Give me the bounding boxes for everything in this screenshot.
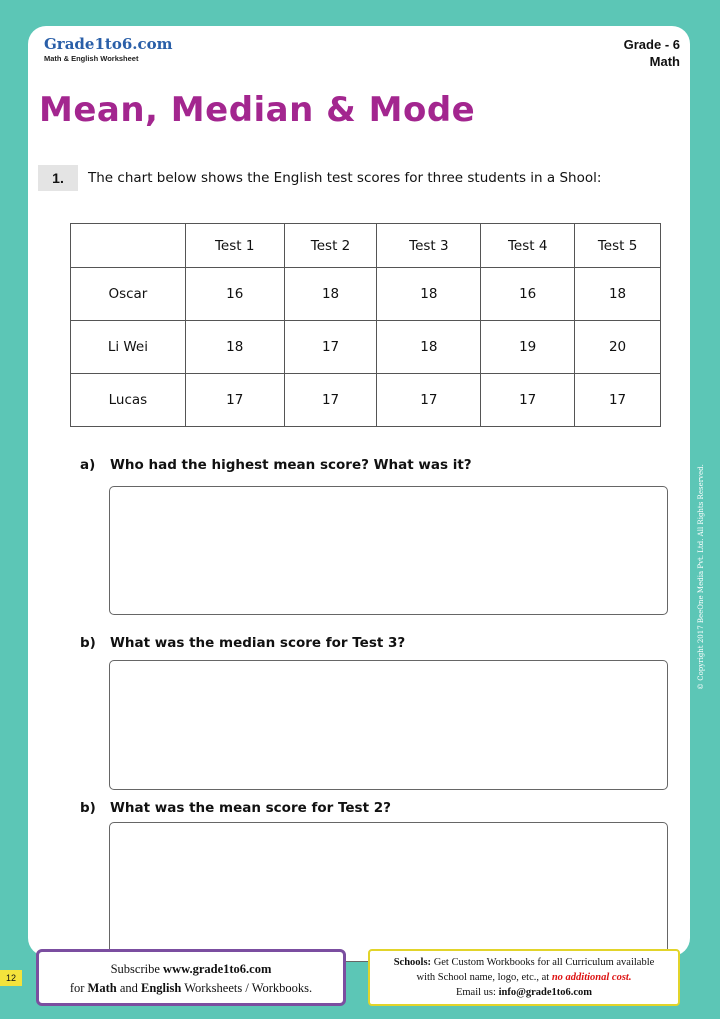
score-cell: 17 bbox=[284, 321, 377, 374]
subscribe-rest: Worksheets / Workbooks. bbox=[181, 981, 313, 995]
table-row bbox=[71, 268, 661, 321]
table-header-cell: Test 4 bbox=[481, 224, 575, 268]
email-link[interactable]: info@grade1to6.com bbox=[498, 987, 593, 998]
table-header-row bbox=[71, 224, 661, 268]
answer-box-c[interactable] bbox=[109, 822, 668, 962]
score-cell: 16 bbox=[185, 268, 284, 321]
page-title: Mean, Median & Mode bbox=[39, 90, 476, 130]
subquestion-text: Who had the highest mean score? What was it? bbox=[110, 457, 472, 473]
subscribe-english: English bbox=[141, 981, 182, 995]
subscribe-url[interactable]: www.grade1to6.com bbox=[163, 962, 272, 976]
student-name: Oscar bbox=[71, 268, 186, 321]
score-cell: 17 bbox=[185, 374, 284, 427]
answer-box-b[interactable] bbox=[109, 660, 668, 790]
grade-label bbox=[624, 36, 680, 70]
grade-text: Grade - 6 bbox=[623, 37, 680, 52]
question-number: 1. bbox=[38, 165, 78, 191]
table-header-cell: Test 2 bbox=[284, 224, 377, 268]
subscribe-math: Math bbox=[87, 981, 117, 995]
subquestion-letter: b) bbox=[80, 800, 96, 816]
student-name: Li Wei bbox=[71, 321, 186, 374]
schools-text: Get Custom Workbooks for all Curriculum available bbox=[431, 957, 655, 968]
score-cell: 17 bbox=[481, 374, 575, 427]
table-row bbox=[71, 374, 661, 427]
worksheet-page bbox=[28, 26, 690, 956]
scores-table bbox=[70, 223, 661, 427]
score-cell: 17 bbox=[284, 374, 377, 427]
score-cell: 18 bbox=[377, 321, 481, 374]
schools-line-2 bbox=[370, 970, 678, 985]
table-header-cell: Test 1 bbox=[185, 224, 284, 268]
subquestion-a bbox=[80, 457, 472, 473]
subscribe-banner[interactable] bbox=[36, 949, 346, 1006]
subquestion-letter: b) bbox=[80, 635, 96, 651]
answer-box-a[interactable] bbox=[109, 486, 668, 615]
brand-logo[interactable] bbox=[44, 35, 173, 63]
student-name: Lucas bbox=[71, 374, 186, 427]
subquestion-letter: a) bbox=[80, 457, 96, 473]
score-cell: 20 bbox=[575, 321, 661, 374]
score-cell: 18 bbox=[575, 268, 661, 321]
subscribe-prefix: Subscribe bbox=[110, 962, 164, 976]
subscribe-line-2 bbox=[39, 979, 343, 998]
brand-name: Grade1to6.com bbox=[44, 35, 173, 53]
score-cell: 16 bbox=[481, 268, 575, 321]
subquestion-b bbox=[80, 635, 405, 651]
table-header-cell: Test 5 bbox=[575, 224, 661, 268]
question-text: The chart below shows the English test scores for three students in a Shool: bbox=[88, 170, 602, 186]
schools-line2-text: with School name, logo, etc., at bbox=[416, 972, 552, 983]
schools-no-cost: no additional cost. bbox=[551, 972, 632, 983]
subquestion-text: What was the median score for Test 3? bbox=[110, 635, 406, 651]
score-cell: 18 bbox=[377, 268, 481, 321]
score-cell: 19 bbox=[481, 321, 575, 374]
schools-label: Schools: bbox=[393, 957, 432, 968]
copyright-notice: © Copyright 2017 BeeOne Media Pvt. Ltd. All Rights Reserved. bbox=[697, 464, 705, 690]
schools-line-3 bbox=[370, 985, 678, 1000]
brand-subtitle: Math & English Worksheet bbox=[44, 54, 139, 63]
score-cell: 17 bbox=[377, 374, 481, 427]
score-cell: 17 bbox=[575, 374, 661, 427]
score-cell: 18 bbox=[185, 321, 284, 374]
schools-banner bbox=[368, 949, 680, 1006]
email-label: Email us: bbox=[455, 987, 499, 998]
table-header-cell bbox=[71, 224, 186, 268]
subscribe-line-1 bbox=[39, 960, 343, 979]
score-cell: 18 bbox=[284, 268, 377, 321]
page-number: 12 bbox=[0, 970, 22, 986]
schools-line-1 bbox=[370, 955, 678, 970]
subscribe-for: for bbox=[69, 981, 88, 995]
subquestion-c bbox=[80, 800, 391, 816]
table-header-cell: Test 3 bbox=[377, 224, 481, 268]
subject-text: Math bbox=[649, 54, 680, 69]
table-row bbox=[71, 321, 661, 374]
subquestion-text: What was the mean score for Test 2? bbox=[110, 800, 391, 816]
subscribe-and: and bbox=[116, 981, 141, 995]
